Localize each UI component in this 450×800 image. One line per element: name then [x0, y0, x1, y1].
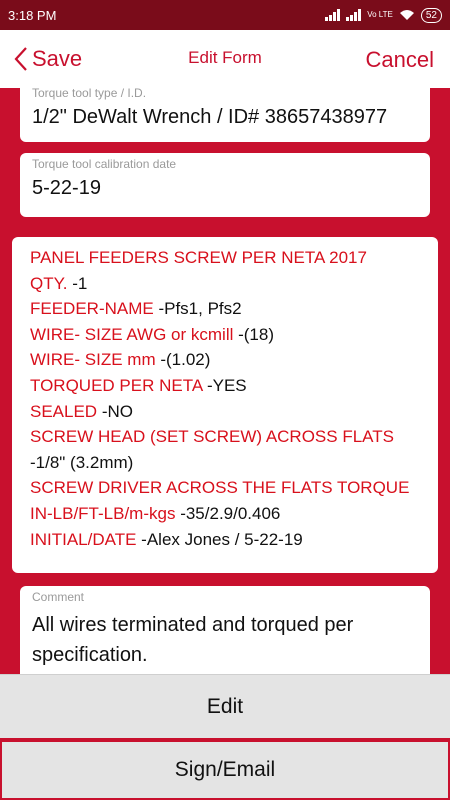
signal-icon: [325, 9, 340, 21]
note-line: WIRE- SIZE AWG or kcmill -(18): [30, 324, 274, 344]
note-line: PANEL FEEDERS SCREW PER NETA 2017: [30, 248, 367, 267]
note-line: QTY. -1: [30, 273, 88, 293]
status-bar: [0, 0, 450, 30]
status-icons: [325, 8, 442, 23]
note-line: SCREW DRIVER ACROSS THE FLATS TORQUE IN-LB/FT-LB/m-kgs -35/2.9/0.406: [30, 478, 410, 523]
save-label: Save: [32, 46, 83, 71]
wifi-icon: [399, 9, 415, 21]
note-line: FEEDER-NAME -Pfs1, Pfs2: [30, 299, 242, 319]
calibration-date-label: Torque tool calibration date: [32, 157, 177, 171]
cancel-button[interactable]: Cancel: [365, 47, 434, 72]
comment-label: Comment: [32, 590, 85, 604]
note-line: TORQUED PER NETA -YES: [30, 375, 247, 395]
battery-icon: 52: [421, 8, 442, 23]
calibration-date-field[interactable]: [20, 153, 430, 217]
note-line: INITIAL/DATE -Alex Jones / 5-22-19: [30, 529, 303, 549]
note-line: SCREW HEAD (SET SCREW) ACROSS FLATS -1/8" (3.2mm): [30, 427, 394, 472]
volte-icon: Vo LTE: [367, 10, 393, 19]
form-scroll-area[interactable]: [0, 88, 450, 674]
calibration-date-value: 5-22-19: [32, 177, 101, 199]
comment-value: All wires terminated and torqued per specification.: [32, 614, 354, 666]
header-bar: [0, 30, 450, 88]
page-title: Edit Form: [188, 48, 262, 67]
tool-type-value: 1/2" DeWalt Wrench / ID# 38657438977: [32, 106, 388, 128]
sign-email-button[interactable]: Sign/Email: [0, 740, 450, 800]
signal-icon-2: [346, 9, 361, 21]
tool-type-field[interactable]: [20, 88, 430, 142]
status-time: 3:18 PM: [8, 7, 57, 23]
tool-type-label: Torque tool type / I.D.: [32, 88, 147, 100]
note-line: SEALED -NO: [30, 401, 133, 421]
edit-button[interactable]: Edit: [0, 674, 450, 738]
torque-notes-panel: [12, 237, 438, 573]
comment-field[interactable]: [20, 586, 430, 674]
note-line: WIRE- SIZE mm -(1.02): [30, 350, 211, 370]
